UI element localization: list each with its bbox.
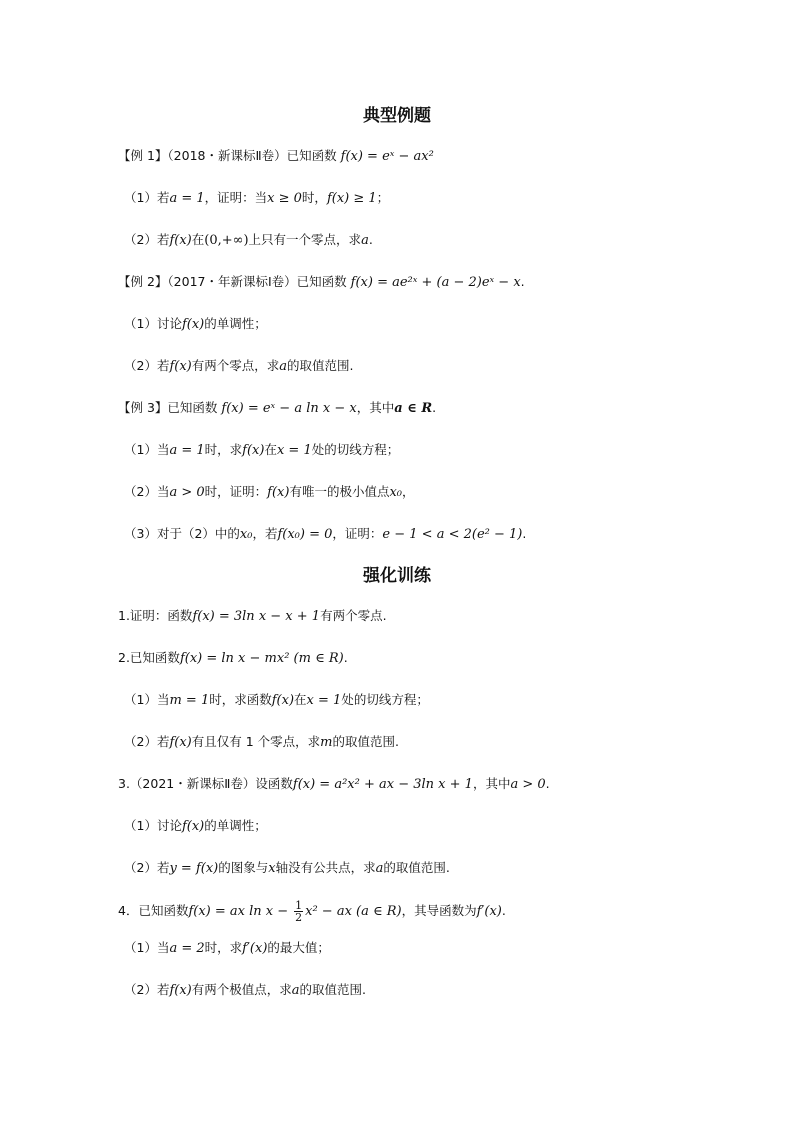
example-3-formula: f(x) = eˣ − a ln x − x [221,401,357,416]
example-1-formula: f(x) = eˣ − ax² [340,149,434,164]
example-2-part-2: （2）若f(x)有两个零点，求a的取值范围. [124,358,354,374]
training-3-heading: 3.（2021・新课标Ⅱ卷）设函数f(x) = a²x² + ax − 3ln x + 1，其中a > 0. [118,776,550,792]
training-4-part-1: （1）当a = 2时，求f′(x)的最大值； [124,940,330,956]
example-3-part-3: （3）对于（2）中的x₀，若f(x₀) = 0，证明：e − 1 < a < 2(e² − 1). [124,526,527,542]
training-3-part-1: （1）讨论f(x)的单调性； [124,818,267,834]
training-2-part-1: （1）当m = 1时，求函数f(x)在x = 1处的切线方程； [124,692,429,708]
example-2-heading: 【例 2】（2017・年新课标Ⅰ卷）已知函数 f(x) = ae²ˣ + (a − 2)eˣ − x. [118,274,525,290]
example-2-part-1: （1）讨论f(x)的单调性； [124,316,267,332]
example-1-heading [118,148,434,165]
training-4-heading: 4．已知函数f(x) = ax ln x − $\frac{1}{2}$ x² − ax (a ∈ R)，其导函数为f′(x). [118,899,506,924]
training-1: 1.证明：函数f(x) = 3ln x − x + 1有两个零点. [118,608,387,624]
example-1-part-2: （2）若f(x)在(0,+∞)上只有一个零点，求a. [124,232,373,248]
fraction-one-half: $\frac{1}{2}$ [295,899,303,924]
example-3-part-2: （2）当a > 0时，证明：f(x)有唯一的极小值点x₀， [124,484,415,500]
example-2-label: 【例 2】（2017・年新课标Ⅰ卷）已知函数 [118,274,347,289]
example-1-label: 【例 1】（2018・新课标Ⅱ卷）已知函数 [118,148,337,163]
training-3-part-2: （2）若y = f(x)的图象与x轴没有公共点，求a的取值范围. [124,860,450,876]
section-title-training: 强化训练 [363,566,431,586]
example-1-part-1: （1）若a = 1，证明：当x ≥ 0时，f(x) ≥ 1； [124,190,390,206]
training-2-part-2: （2）若f(x)有且仅有 1 个零点，求m的取值范围. [124,734,399,750]
example-3-heading: 【例 3】已知函数 f(x) = eˣ − a ln x − x，其中a ∈ R. [118,400,437,416]
example-2-formula: f(x) = ae²ˣ + (a − 2)eˣ − x [350,275,521,290]
example-3-part-1: （1）当a = 1时，求f(x)在x = 1处的切线方程； [124,442,400,458]
training-4-part-2: （2）若f(x)有两个极值点，求a的取值范围. [124,982,367,998]
training-2-heading: 2.已知函数f(x) = ln x − mx² (m ∈ R). [118,650,348,666]
section-title-examples: 典型例题 [363,106,431,126]
example-3-label: 【例 3】已知函数 [118,400,218,415]
